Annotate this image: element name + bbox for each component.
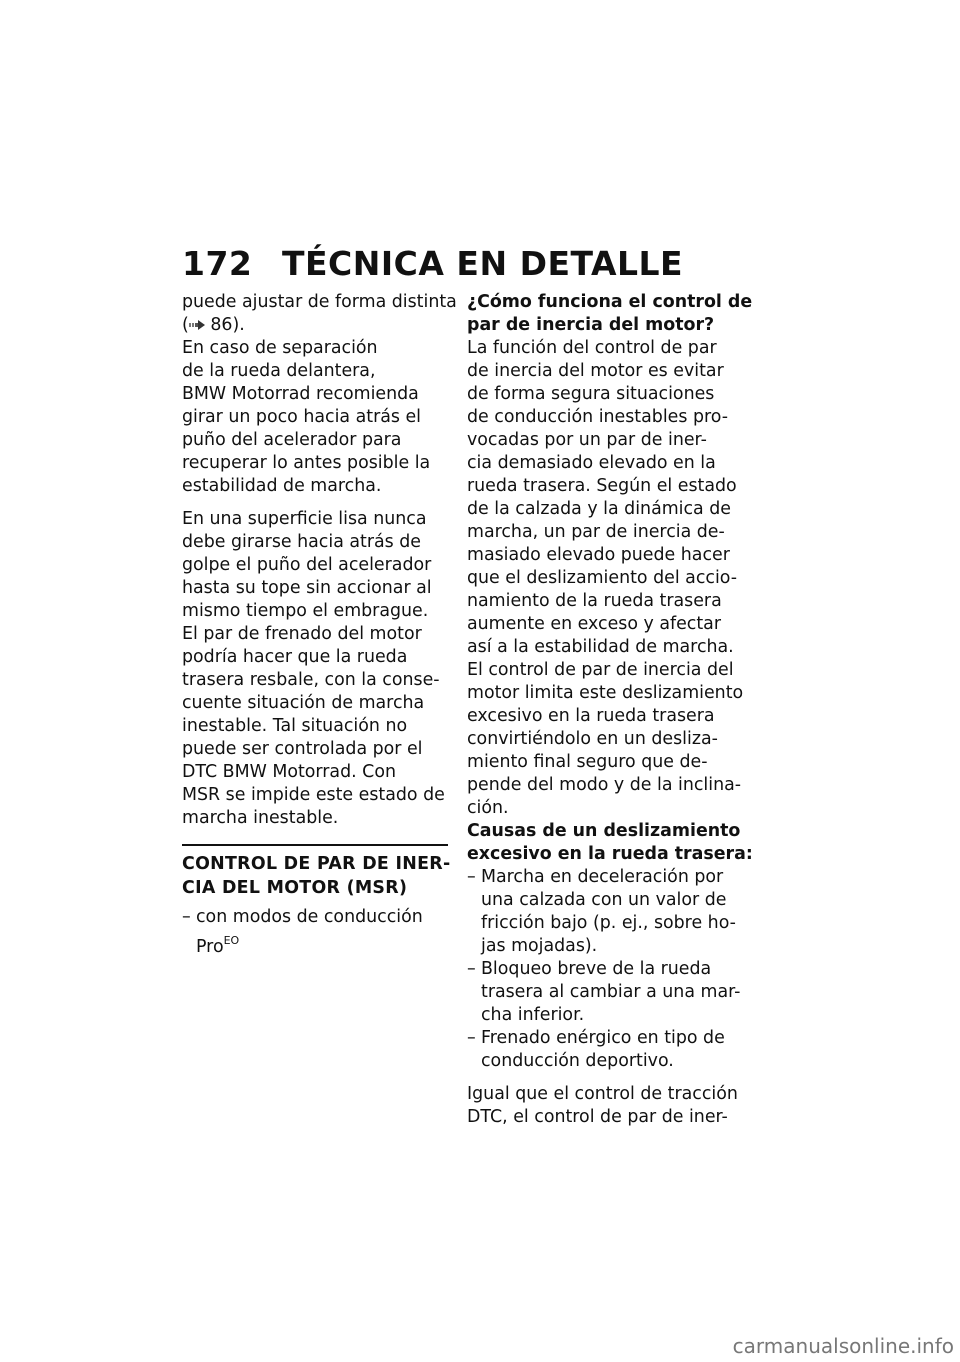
- text-line: que el deslizamiento del accio-: [467, 568, 738, 588]
- text-line-with-reference: [182, 314, 450, 337]
- text-line: cia demasiado elevado en la: [467, 453, 716, 473]
- list-dash: –: [467, 867, 476, 887]
- text-line: trasera resbale, con la conse-: [182, 670, 440, 690]
- text-line: hasta su tope sin accionar al: [182, 578, 432, 598]
- text-line: de inercia del motor es evitar: [467, 361, 724, 381]
- text-line: girar un poco hacia atrás el: [182, 407, 421, 427]
- section-heading: CONTROL DE PAR DE INER-: [182, 854, 451, 874]
- text-line: Bloqueo breve de la rueda: [481, 959, 712, 979]
- text-line: motor limita este deslizamiento: [467, 683, 744, 703]
- subheading: ¿Cómo funciona el control de: [467, 292, 753, 312]
- text-line: puede ser controlada por el: [182, 739, 423, 759]
- text-line: inestable. Tal situación no: [182, 716, 408, 736]
- text-line: cha inferior.: [481, 1005, 585, 1025]
- text-line: DTC, el control de par de iner-: [467, 1107, 728, 1127]
- open-paren: (: [182, 315, 189, 335]
- right-column: [467, 291, 753, 1129]
- text-line-with-superscript: Pro$^{EO}$: [196, 934, 240, 957]
- text-line: marcha, un par de inercia de-: [467, 522, 725, 542]
- text-line: ción.: [467, 798, 509, 818]
- page-header: [182, 244, 683, 283]
- section-rule: [182, 844, 448, 846]
- text-line: DTC BMW Motorrad. Con: [182, 762, 396, 782]
- text-line: podría hacer que la rueda: [182, 647, 408, 667]
- text-line: El control de par de inercia del: [467, 660, 734, 680]
- text-line: de la rueda delantera,: [182, 361, 376, 381]
- text-line: con modos de conducción: [196, 907, 423, 927]
- text-line: mismo tiempo el embrague.: [182, 601, 429, 621]
- text-line: golpe el puño del acelerador: [182, 555, 432, 575]
- list-item: [467, 958, 739, 1027]
- watermark-footer: carmanualsonline.info: [732, 1334, 954, 1358]
- text-line: pende del modo y de la inclina-: [467, 775, 742, 795]
- text-line: puede ajustar de forma distinta: [182, 292, 457, 312]
- text-line: La función del control de par: [467, 338, 717, 358]
- section-heading: CIA DEL MOTOR (MSR): [182, 878, 408, 898]
- subheading: par de inercia del motor?: [467, 315, 715, 335]
- text-line: Frenado enérgico en tipo de: [481, 1028, 725, 1048]
- text-line: conducción deportivo.: [481, 1051, 674, 1071]
- text-line: rueda trasera. Según el estado: [467, 476, 737, 496]
- list-item: [467, 1027, 739, 1073]
- text-line: MSR se impide este estado de: [182, 785, 445, 805]
- reference-page: 86).: [210, 315, 245, 335]
- text-line: Marcha en deceleración por: [481, 867, 724, 887]
- text-line: En una superficie lisa nunca: [182, 509, 427, 529]
- superscript: EO: [223, 934, 240, 947]
- list-item: [182, 906, 450, 959]
- text-line: jas mojadas).: [481, 936, 598, 956]
- list-dash: –: [182, 907, 191, 927]
- subheading: Causas de un deslizamiento: [467, 821, 741, 841]
- page-number: 172: [182, 244, 253, 283]
- list-dash: –: [467, 1028, 476, 1048]
- text-line: puño del acelerador para: [182, 430, 402, 450]
- text-line: fricción bajo (p. ej., sobre ho-: [481, 913, 736, 933]
- text-line: recuperar lo antes posible la: [182, 453, 431, 473]
- left-column: [182, 291, 457, 959]
- list-dash: –: [467, 959, 476, 979]
- page-reference-arrow-icon: [189, 319, 205, 331]
- text-line: namiento de la rueda trasera: [467, 591, 722, 611]
- text-line: trasera al cambiar a una mar-: [481, 982, 741, 1002]
- text-line: debe girarse hacia atrás de: [182, 532, 421, 552]
- text-line: masiado elevado puede hacer: [467, 545, 730, 565]
- chapter-title: TÉCNICA EN DETALLE: [282, 244, 684, 283]
- text-line: cuente situación de marcha: [182, 693, 425, 713]
- text-line: En caso de separación: [182, 338, 378, 358]
- text-line: excesivo en la rueda trasera: [467, 706, 715, 726]
- text-line: aumente en exceso y afectar: [467, 614, 721, 634]
- text-line: de la calzada y la dinámica de: [467, 499, 731, 519]
- text-line: estabilidad de marcha.: [182, 476, 382, 496]
- text-line: Igual que el control de tracción: [467, 1084, 738, 1104]
- text-line: así a la estabilidad de marcha.: [467, 637, 734, 657]
- text-line: miento final seguro que de-: [467, 752, 708, 772]
- text-line: de conducción inestables pro-: [467, 407, 728, 427]
- list-item: [467, 866, 739, 958]
- text-line: una calzada con un valor de: [481, 890, 727, 910]
- text-line: de forma segura situaciones: [467, 384, 715, 404]
- text-line: El par de frenado del motor: [182, 624, 422, 644]
- text-line: vocadas por un par de iner-: [467, 430, 707, 450]
- text-line: marcha inestable.: [182, 808, 339, 828]
- text-line: BMW Motorrad recomienda: [182, 384, 419, 404]
- text-line: convirtiéndolo en un desliza-: [467, 729, 718, 749]
- subheading: excesivo en la rueda trasera:: [467, 844, 753, 864]
